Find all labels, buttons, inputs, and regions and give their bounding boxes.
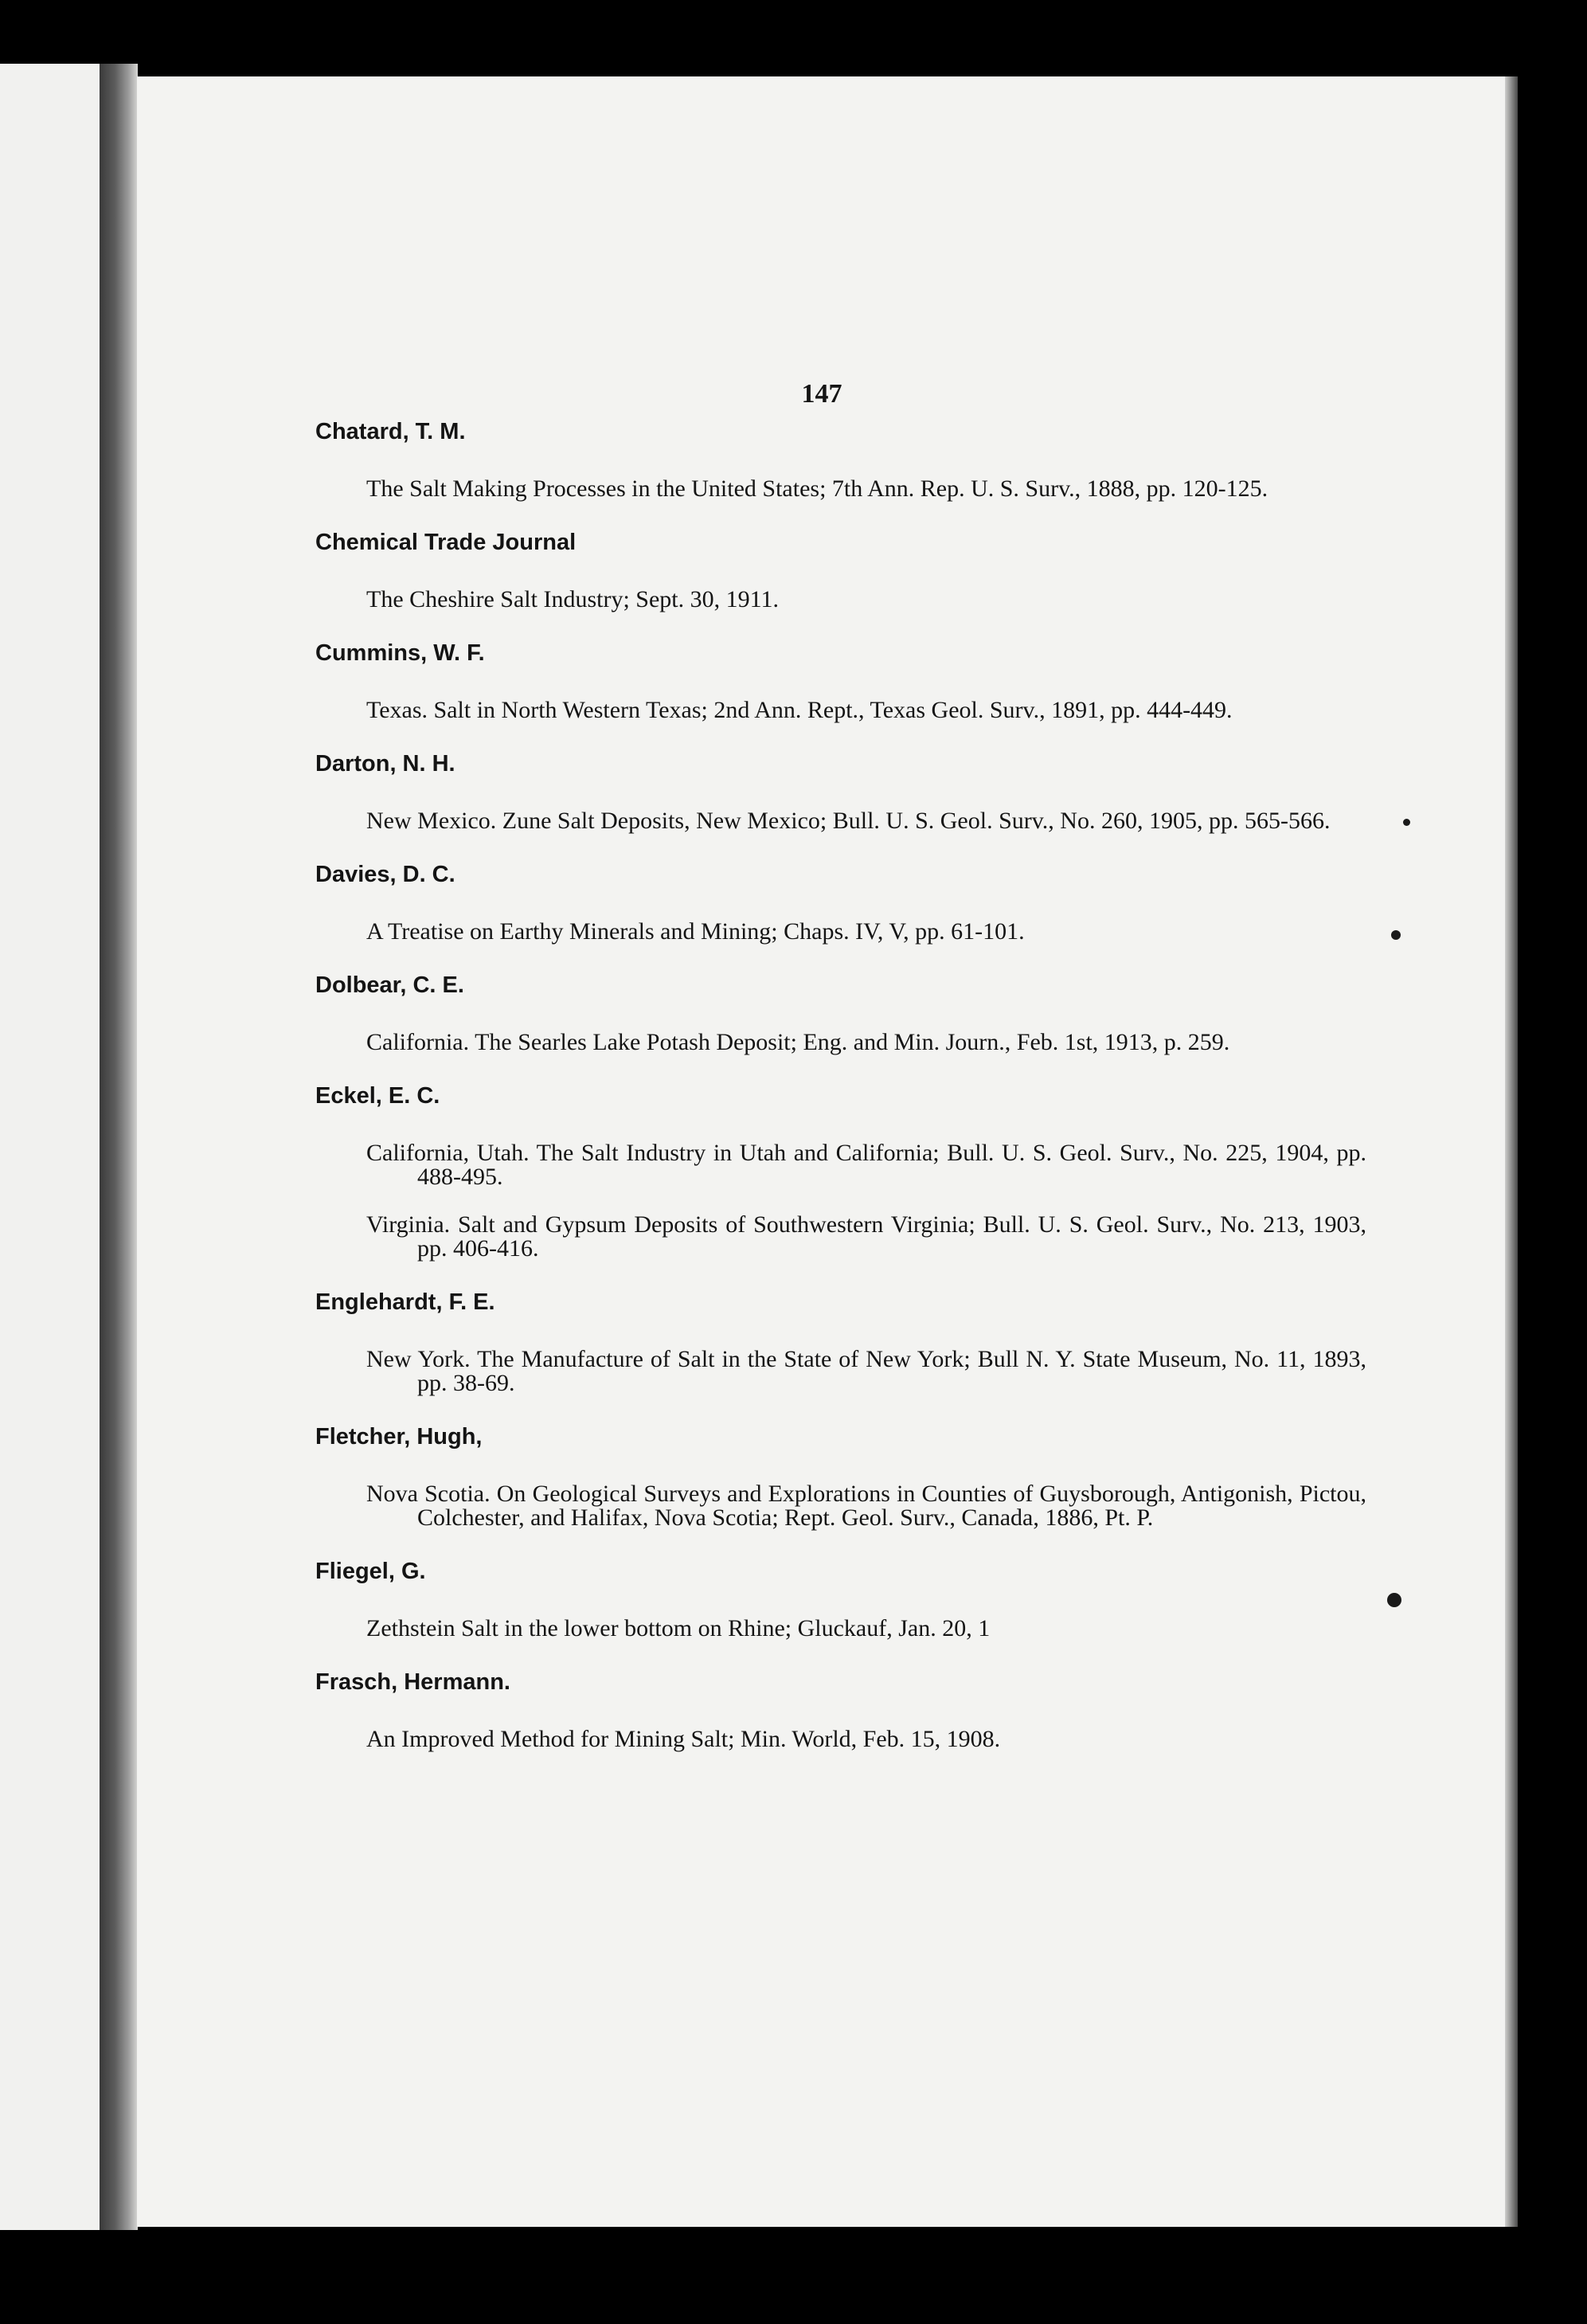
bibliography-author: Darton, N. H. xyxy=(315,751,455,777)
page-number: 147 xyxy=(801,379,842,409)
book-binding xyxy=(100,64,138,2230)
bibliography-author: Englehardt, F. E. xyxy=(315,1289,495,1315)
specks xyxy=(1387,1593,1401,1607)
bibliography-citation: California, Utah. The Salt Industry in Utah and California; Bull. U. S. Geol. Surv., No. 225, 1904, pp. 488-495. xyxy=(366,1140,1366,1190)
bibliography-author: Frasch, Hermann. xyxy=(315,1669,510,1695)
bibliography-list xyxy=(315,419,1366,1775)
bibliography-author: Chemical Trade Journal xyxy=(315,530,577,555)
bibliography-author: Chatard, T. M. xyxy=(315,419,466,444)
bibliography-citation: Virginia. Salt and Gypsum Deposits of Southwestern Virginia; Bull. U. S. Geol. Surv., No. 213, 1903, pp. 406-416. xyxy=(366,1211,1366,1262)
page-edge-shadow xyxy=(1505,76,1518,2227)
specks xyxy=(1403,819,1410,826)
scanned-page xyxy=(137,76,1505,2227)
bibliography-author: Cummins, W. F. xyxy=(315,640,485,666)
bibliography-author: Fliegel, G. xyxy=(315,1559,426,1584)
bibliography-citation: A Treatise on Earthy Minerals and Mining; Chaps. IV, V, pp. 61-101. xyxy=(366,918,1025,945)
specks xyxy=(1391,930,1401,940)
bibliography-citation: Zethstein Salt in the lower bottom on Rhine; Gluckauf, Jan. 20, 1 xyxy=(366,1615,991,1641)
bibliography-citation: An Improved Method for Mining Salt; Min. World, Feb. 15, 1908. xyxy=(366,1726,1001,1752)
bibliography-author: Eckel, E. C. xyxy=(315,1083,440,1109)
facing-page-edge xyxy=(0,64,100,2230)
bibliography-citation: Texas. Salt in North Western Texas; 2nd Ann. Rept., Texas Geol. Surv., 1891, pp. 444-449. xyxy=(366,697,1233,723)
bibliography-citation: New York. The Manufacture of Salt in the State of New York; Bull N. Y. State Museum, No. 11, 1893, pp. 38-69. xyxy=(366,1346,1366,1396)
bibliography-author: Davies, D. C. xyxy=(315,862,455,887)
bibliography-citation: The Salt Making Processes in the United States; 7th Ann. Rep. U. S. Surv., 1888, pp. 120-125. xyxy=(366,475,1268,502)
bibliography-author: Dolbear, C. E. xyxy=(315,972,464,998)
bibliography-citation: New Mexico. Zune Salt Deposits, New Mexico; Bull. U. S. Geol. Surv., No. 260, 1905, pp. 565-566. xyxy=(366,808,1331,834)
bibliography-citation: The Cheshire Salt Industry; Sept. 30, 1911. xyxy=(366,586,779,612)
bibliography-citation: Nova Scotia. On Geological Surveys and Explorations in Counties of Guysborough, Antigonish, Pictou, Colchester, and Halifax, Nova Scotia; Rept. Geol. Surv., Canada, 1886, Pt. P. xyxy=(366,1481,1366,1531)
bibliography-citation: California. The Searles Lake Potash Deposit; Eng. and Min. Journ., Feb. 1st, 1913, p. 259. xyxy=(366,1029,1230,1055)
bibliography-author: Fletcher, Hugh, xyxy=(315,1424,483,1450)
